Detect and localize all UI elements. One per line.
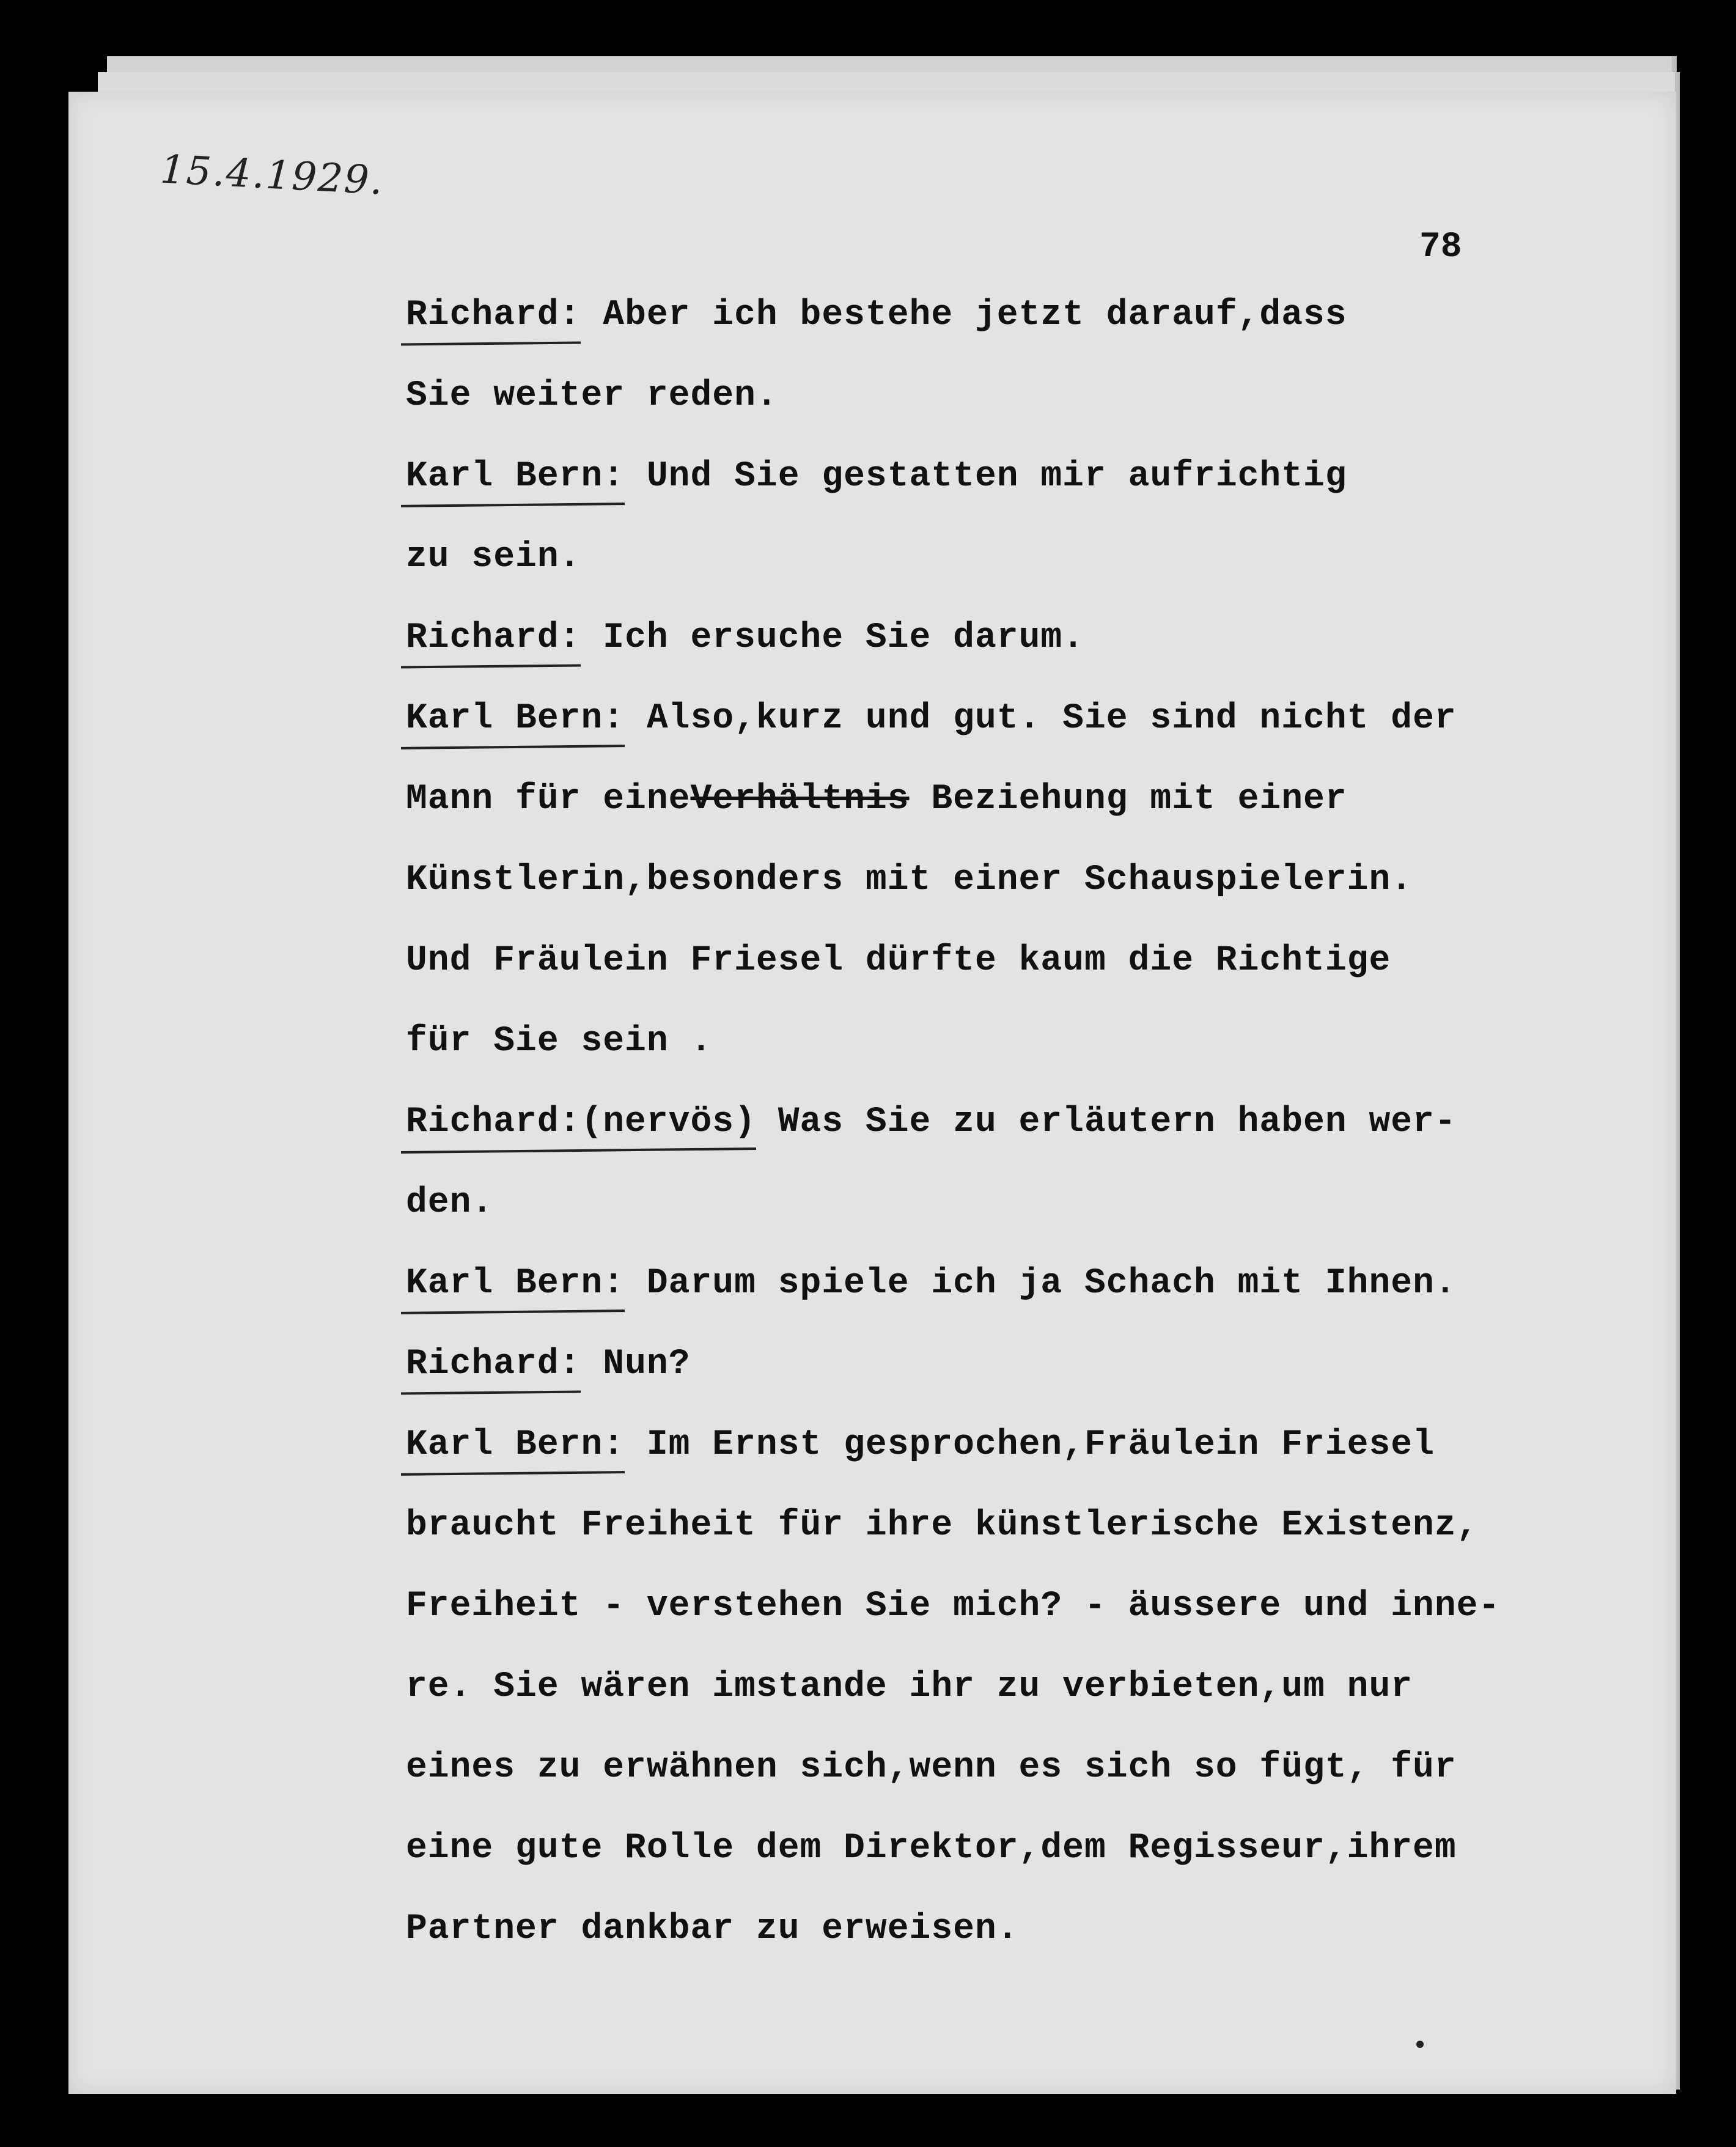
- speaker-label: Karl Bern:: [406, 679, 625, 759]
- text-line: Partner dankbar zu erweisen.: [406, 1909, 1019, 1949]
- text-line: eine gute Rolle dem Direktor,dem Regisseur,ihrem: [406, 1828, 1457, 1868]
- struck-word: Verhältnis: [690, 779, 910, 819]
- text-line: eines zu erwähnen sich,wenn es sich so fügt, für: [406, 1748, 1457, 1788]
- speaker-label: Richard:: [406, 1324, 581, 1405]
- handwritten-date: 15.4.1929.: [159, 147, 385, 204]
- text-line: braucht Freiheit für ihre künstlerische Existenz,: [406, 1506, 1479, 1545]
- text-line: Freiheit - verstehen Sie mich? - äussere und inne-: [406, 1586, 1501, 1626]
- text-line: Karl Bern: Darum spiele ich ja Schach mit Ihnen.: [406, 1243, 1677, 1324]
- text-line: Richard: Nun?: [406, 1324, 1677, 1405]
- text-line: Mann für eineVerhältnis Beziehung mit einer: [406, 779, 1347, 819]
- speaker-label: Karl Bern:: [406, 1405, 625, 1486]
- text-line: den.: [406, 1183, 494, 1223]
- text-line: Richard: Aber ich bestehe jetzt darauf,dass: [406, 275, 1677, 356]
- dialogue-text: [406, 275, 1677, 1970]
- page-number: 78: [1419, 227, 1462, 267]
- speaker-label: Richard:(nervös): [406, 1082, 756, 1163]
- text-line: Sie weiter reden.: [406, 376, 778, 416]
- text-line: Karl Bern: Und Sie gestatten mir aufrichtig: [406, 436, 1677, 517]
- speaker-label: Richard:: [406, 275, 581, 356]
- text-line: Künstlerin,besonders mit einer Schauspielerin.: [406, 860, 1413, 900]
- speaker-label: Richard:: [406, 598, 581, 679]
- text-line: Und Fräulein Friesel dürfte kaum die Richtige: [406, 941, 1391, 981]
- text-line: re. Sie wären imstande ihr zu verbieten,um nur: [406, 1667, 1413, 1707]
- speaker-label: Karl Bern:: [406, 1243, 625, 1324]
- typewritten-page: [68, 92, 1676, 2094]
- text-line: Richard:(nervös) Was Sie zu erläutern haben wer-: [406, 1082, 1677, 1163]
- text-line: Karl Bern: Im Ernst gesprochen,Fräulein Friesel: [406, 1405, 1677, 1486]
- speaker-label: Karl Bern:: [406, 436, 625, 517]
- text-line: zu sein.: [406, 537, 581, 577]
- text-line: Richard: Ich ersuche Sie darum.: [406, 598, 1677, 679]
- ink-dot: [1416, 2041, 1424, 2048]
- text-line: für Sie sein .: [406, 1022, 713, 1061]
- text-line: Karl Bern: Also,kurz und gut. Sie sind nicht der: [406, 679, 1677, 759]
